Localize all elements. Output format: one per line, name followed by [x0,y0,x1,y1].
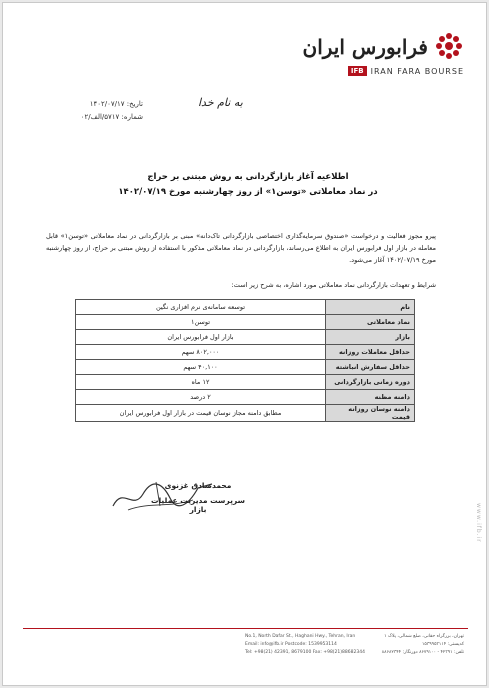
footer-en-line: Tel: +98(21) 42391, 8679100 Fax: +98(21)88682344 [245,650,365,655]
table-key: دامنه نوسان روزانه قیمت [326,405,415,422]
logo-english-text: IRAN FARA BOURSE [370,66,464,76]
table-key: دامنه مظنه [326,390,415,405]
letter-number: شماره: ۵۷۱۷/الف/۰۲ [80,113,143,121]
table-row [76,390,415,405]
table-row [76,360,415,375]
table-key: حداقل سفارش انباشته [326,360,415,375]
ifb-logo [302,29,464,81]
footer-en-line: No.1, North Dafar St., Haghani Hwy., Tehran, Iran [245,634,356,639]
table-value: توسعه سامانه‌ی نرم افزاری نگین [76,300,326,315]
table-key: نام [326,300,415,315]
announcement-title-line2: در نماد معاملاتی «توسن۱» از روز چهارشنبه مورخ ۱۴۰۲/۰۷/۱۹ [118,187,378,197]
side-url: www.ifb.ir [475,503,482,543]
market-making-table [75,299,415,422]
table-row [76,315,415,330]
table-key: بازار [326,330,415,345]
footer-persian [382,633,464,657]
table-row [76,330,415,345]
footer-english [245,633,365,657]
footer-en-line: Email: info@ifb.ir Postcode: 1539953114 [245,642,337,647]
table-key: دوره زمانی بازارگردانی [326,375,415,390]
basmala: به نام خدا [198,96,243,109]
signatory-title: سرپرست مدیریت عملیات بازار [151,496,245,514]
table-value: ۸۰۲,۰۰۰ سهم [76,345,326,360]
logo-ifb-badge: IFB [348,66,367,76]
letter-meta [63,98,143,124]
footer-fa-line: تهران، بزرگراه حقانی، ضلع شمالی، پلاک ۱ [384,634,464,639]
table-row [76,345,415,360]
table-value: توسن۱ [76,315,326,330]
announcement-title-line1: اطلاعیه آغاز بازارگردانی به روش مبتنی بر حراج [147,172,349,182]
ifb-emblem-icon [434,31,464,61]
footer-fa-line: تلفن: ۴۲۳۹۱ - ۸۶۷۹۱۰۰ دورنگار: ۸۸۶۸۲۳۴۴ [381,650,464,655]
footer-fa-line: کدپستی: ۱۵۳۹۹۵۳۱۱۴ [422,642,464,647]
table-key: نماد معاملاتی [326,315,415,330]
table-key: حداقل معاملات روزانه [326,345,415,360]
letter-page [2,2,487,686]
body-paragraph: پیرو مجوز فعالیت و درخواست «صندوق سرمایه‌گذاری اختصاصی بازارگردانی تاک‌دانه» مبنی بر بازارگردانی در نماد معاملاتی «توسن۱» قابل معامله در بازار اول فرابورس ایران به اطلاع می‌رساند، بازارگردانی در نماد معاملاتی مذکور با استفاده از روش مبتنی بر حراج، از روز چهارشنبه مورخ ۱۴۰۲/۰۷/۱۹ آغاز می‌شود. [46,232,436,264]
table-value: ۱۲ ماه [76,375,326,390]
table-value: مطابق دامنه مجاز نوسان قیمت در بازار اول فرابورس ایران [76,405,326,422]
table-row [76,405,415,422]
signatory-name: محمدصادق غزنوی [164,481,232,490]
table-value: بازار اول فرابورس ایران [76,330,326,345]
table-value: ۴۰,۱۰۰ سهم [76,360,326,375]
logo-english [348,65,464,77]
table-row [76,375,415,390]
conditions-intro: شرایط و تعهدات بازارگردانی نماد معاملاتی مورد اشاره، به شرح زیر است: [231,281,436,289]
logo-persian-text: فرابورس ایران [302,35,428,59]
letter-date: تاریخ: ۱۴۰۲/۰۷/۱۷ [89,100,143,108]
letter-footer [23,628,468,669]
table-row [76,300,415,315]
table-value: ۲ درصد [76,390,326,405]
